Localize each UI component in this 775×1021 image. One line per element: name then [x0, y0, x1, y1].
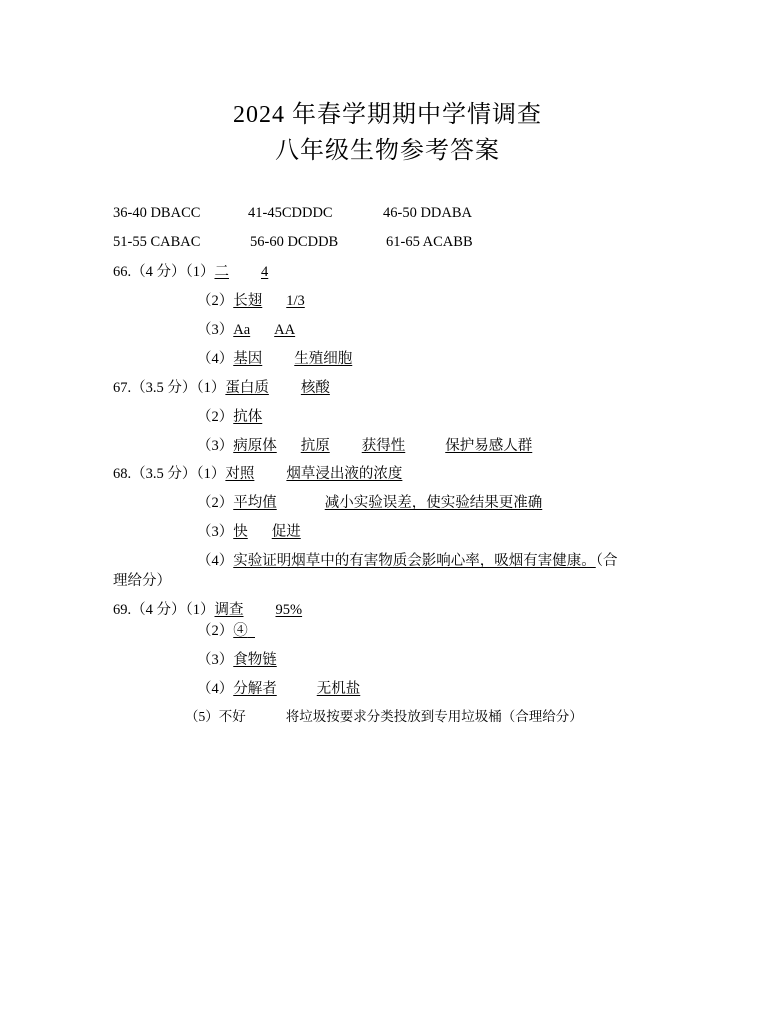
- q67-p3-answer-b: 抗原: [300, 438, 330, 454]
- q66-p3-num: （3）: [197, 322, 234, 338]
- q68-p2-answer-a: 平均值: [233, 495, 277, 511]
- q68-part1: [113, 465, 402, 483]
- q66-p1-answer-b: 4: [261, 264, 269, 280]
- q68-p3-answer-b: 促进: [271, 524, 301, 540]
- q69-part1: [113, 601, 302, 619]
- q68-part3: [197, 523, 301, 541]
- choice-61-65: 61-65 ACABB: [386, 234, 473, 250]
- q66-part2: [197, 292, 305, 310]
- q69-p2-num: （2）: [197, 623, 234, 639]
- q67-p3-answer-d: 保护易感人群: [445, 438, 533, 454]
- q68-p2-num: （2）: [197, 495, 234, 511]
- q69-p1-num: （1）: [185, 602, 215, 618]
- q69-p3-answer-a: 食物链: [233, 652, 277, 668]
- q69-p4-answer-a: 分解者: [233, 681, 277, 697]
- choice-36-40: 36-40 DBACC: [113, 205, 201, 221]
- q68-p1-answer-b: 烟草浸出液的浓度: [286, 466, 403, 482]
- page-title: 2024 年春学期期中学情调查: [233, 102, 542, 128]
- q68-p4-num: （4）: [197, 553, 234, 569]
- q69-p2-answer-a: ④: [233, 623, 248, 639]
- q69-p3-num: （3）: [197, 652, 234, 668]
- q68-part2: [197, 494, 542, 512]
- q68-p1-answer-a: 对照: [225, 466, 255, 482]
- q68-p2-answer-b: 减小实验误差，使实验结果更准确: [324, 495, 543, 511]
- q69-p4-num: （4）: [197, 681, 234, 697]
- q69-p5-answer-a: 不好: [218, 709, 246, 724]
- q66-part4: [197, 350, 352, 368]
- choice-41-45: 41-45CDDDC: [248, 205, 333, 221]
- q66-p1-answer-a: 二: [214, 264, 229, 280]
- choice-51-55: 51-55 CABAC: [113, 234, 201, 250]
- q66-p3-answer-b: AA: [274, 322, 296, 338]
- q66-p2-answer-a: 长翅: [233, 293, 263, 309]
- q68-p4-tail: （合: [595, 553, 618, 569]
- q67-part2: [197, 408, 262, 426]
- choice-46-50: 46-50 DDABA: [383, 205, 473, 221]
- q68-p3-answer-a: 快: [233, 524, 248, 540]
- q67-part3: [197, 437, 532, 455]
- q67-p2-num: （2）: [197, 409, 234, 425]
- q66-head: 66.（4 分）: [113, 264, 186, 280]
- q67-p1-num: （1）: [196, 380, 226, 396]
- q68-p3-num: （3）: [197, 524, 234, 540]
- q68-p4-cont: 理给分）: [113, 573, 171, 589]
- q69-p4-answer-b: 无机盐: [316, 681, 361, 697]
- q69-part5: [185, 708, 583, 726]
- q67-p2-answer-a: 抗体: [233, 409, 263, 425]
- q69-head: 69.（4 分）: [113, 602, 186, 618]
- q67-part1: [113, 379, 330, 397]
- q69-part2: [197, 622, 255, 640]
- q68-p4-answer-a: 实验证明烟草中的有害物质会影响心率，吸烟有害健康。: [233, 553, 596, 569]
- q67-p3-num: （3）: [197, 438, 234, 454]
- q68-p1-num: （1）: [196, 466, 226, 482]
- q67-p3-answer-c: 获得性: [361, 438, 406, 454]
- q67-p1-answer-a: 蛋白质: [225, 380, 269, 396]
- q66-p1-num: （1）: [185, 264, 215, 280]
- page-subtitle: 八年级生物参考答案: [275, 138, 500, 164]
- q66-part3: [197, 321, 295, 339]
- q68-part4: [197, 552, 618, 570]
- q67-p1-answer-b: 核酸: [300, 380, 330, 396]
- q69-part3: [197, 651, 277, 669]
- q66-p2-answer-b: 1/3: [286, 293, 305, 309]
- q69-p1-answer-b: 95%: [275, 602, 303, 618]
- q68-head: 68.（3.5 分）: [113, 466, 197, 482]
- q69-p5-num: （5）: [185, 709, 219, 724]
- q66-p4-answer-a: 基因: [233, 351, 263, 367]
- q66-p3-answer-a: Aa: [233, 322, 251, 338]
- q68-part4-continued: [113, 572, 171, 590]
- q66-p4-answer-b: 生殖细胞: [294, 351, 353, 367]
- choice-56-60: 56-60 DCDDB: [250, 234, 339, 250]
- q69-part4: [197, 680, 360, 698]
- q66-part1: [113, 263, 268, 281]
- q66-p4-num: （4）: [197, 351, 234, 367]
- q69-p5-answer-b: 将垃圾按要求分类投放到专用垃圾桶（合理给分）: [285, 709, 583, 724]
- q69-p1-answer-a: 调查: [214, 602, 244, 618]
- q67-p3-answer-a: 病原体: [233, 438, 277, 454]
- q67-head: 67.（3.5 分）: [113, 380, 197, 396]
- q66-p2-num: （2）: [197, 293, 234, 309]
